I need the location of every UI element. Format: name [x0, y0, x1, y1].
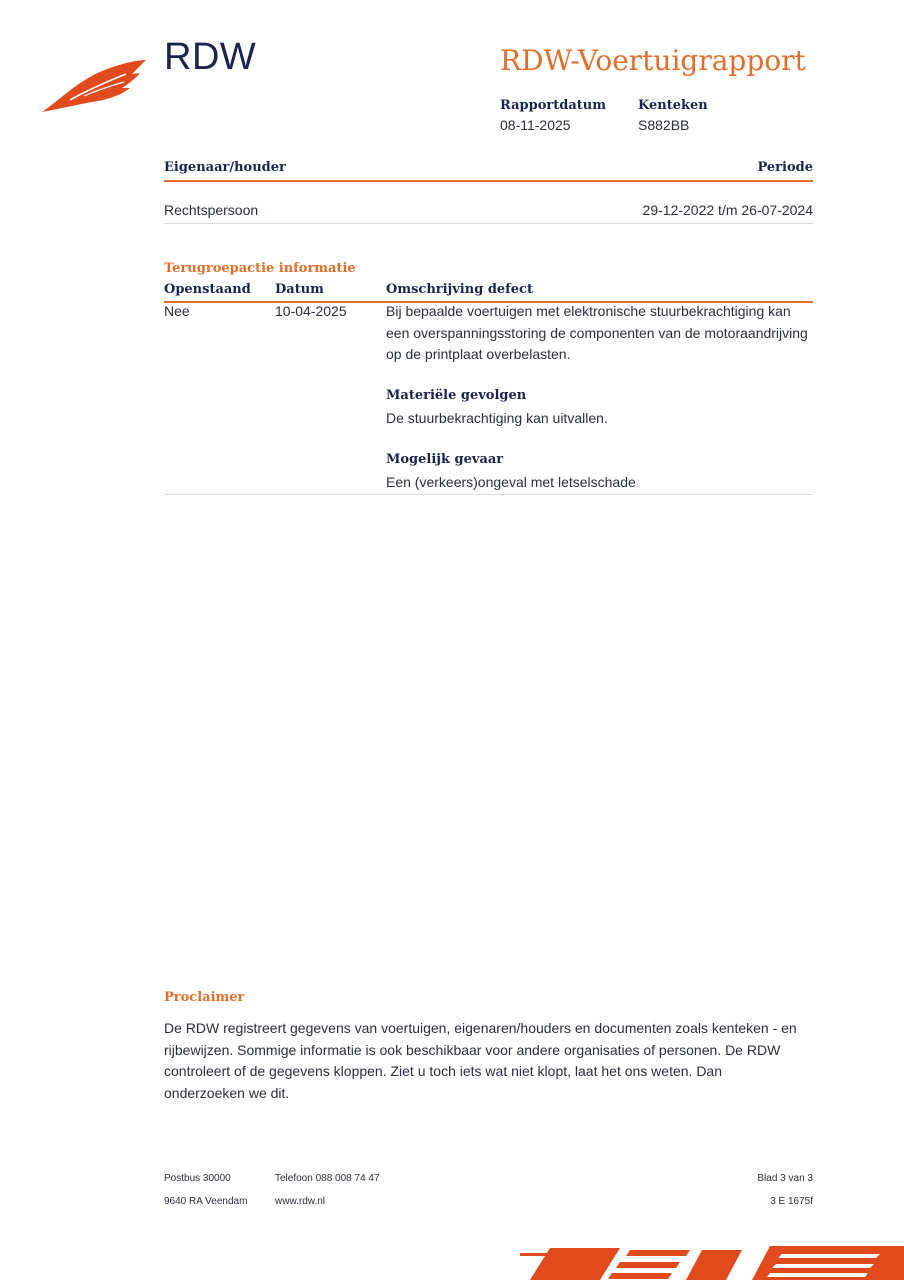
- danger-label: Mogelijk gevaar: [386, 452, 504, 467]
- proclaimer-title: Proclaimer: [164, 990, 245, 1005]
- owner-type: Rechtspersoon: [164, 202, 259, 218]
- road-stripes-decoration-icon: [520, 1240, 904, 1280]
- recall-open-value: Nee: [164, 303, 190, 319]
- license-plate-value: S882BB: [638, 117, 690, 133]
- date-column-header: Datum: [275, 282, 324, 297]
- brand-name: RDW: [164, 36, 257, 78]
- recall-date-value: 10-04-2025: [275, 303, 347, 319]
- owner-row: [164, 202, 813, 224]
- footer-phone: Telefoon 088 008 74 47: [275, 1173, 380, 1184]
- consequences-label: Materiële gevolgen: [386, 388, 527, 403]
- report-date-block: [500, 98, 606, 133]
- report-date-label: Rapportdatum: [500, 98, 606, 113]
- period-column-header: Periode: [757, 160, 813, 175]
- owner-table-header: [164, 160, 813, 182]
- report-title: RDW-Voertuigrapport: [500, 44, 806, 77]
- license-plate-block: [638, 98, 708, 133]
- owner-column-header: Eigenaar/houder: [164, 160, 286, 175]
- footer-document-code: 3 E 1675f: [770, 1196, 813, 1207]
- recall-table-header: [164, 282, 813, 303]
- consequences-text: De stuurbekrachtiging kan uitvallen.: [386, 410, 608, 426]
- report-date-value: 08-11-2025: [500, 117, 571, 133]
- danger-text: Een (verkeers)ongeval met letselschade: [386, 474, 636, 490]
- description-column-header: Omschrijving defect: [386, 282, 533, 297]
- footer-page-number: Blad 3 van 3: [757, 1173, 813, 1184]
- feather-logo-icon: [40, 56, 150, 116]
- footer-website[interactable]: www.rdw.nl: [275, 1196, 326, 1207]
- recall-section-title: Terugroepactie informatie: [164, 261, 356, 276]
- license-plate-label: Kenteken: [638, 98, 708, 113]
- recall-description: Bij bepaalde voertuigen met elektronische stuurbekrachtiging kan een overspanningsstoring de componenten van de motoraandrijving op de printplaat overbelasten.: [386, 303, 808, 362]
- footer-city: 9640 RA Veendam: [164, 1196, 248, 1207]
- owner-period: 29-12-2022 t/m 26-07-2024: [642, 202, 813, 218]
- footer-postbus: Postbus 30000: [164, 1173, 231, 1184]
- proclaimer-text: De RDW registreert gegevens van voertuigen, eigenaren/houders en documenten zoals kenteken - en rijbewijzen. Sommige informatie is ook beschikbaar voor andere organisaties of personen. De RDW controleert of de gegevens kloppen. Ziet u toch iets wat niet klopt, laat het ons weten. Dan onderzoeken we dit.: [164, 1020, 797, 1101]
- recall-row: [164, 303, 813, 495]
- open-column-header: Openstaand: [164, 282, 251, 297]
